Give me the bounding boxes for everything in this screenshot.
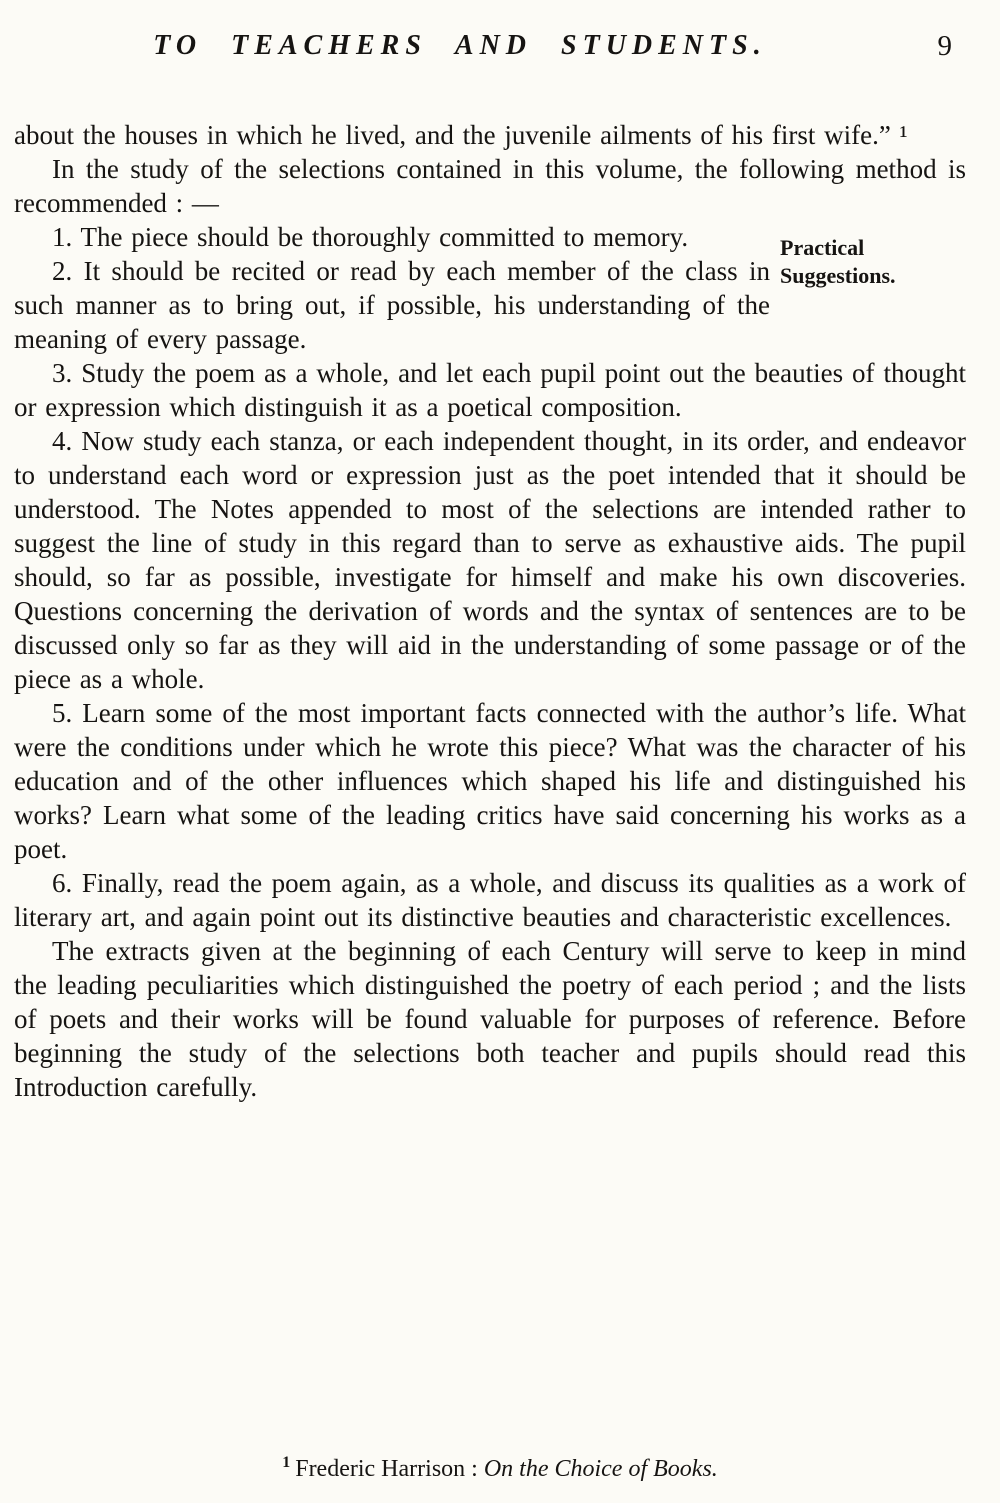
footnote <box>0 1454 1000 1483</box>
page-body <box>14 118 966 1104</box>
footnote-work-title: On the Choice of Books. <box>483 1456 718 1482</box>
list-item-2: 2. It should be recited or read by each member of the class in such manner as to bring out, if possible, his understanding of the meaning of every passage. <box>14 256 770 354</box>
paragraph-continuation: about the houses in which he lived, and the juvenile ailments of his first wife.” ¹ <box>14 120 908 150</box>
footnote-author: Frederic Harrison : <box>295 1456 484 1482</box>
list-item-6: 6. Finally, read the poem again, as a whole, and discuss its qualities as a work of literary art, and again point out its distinctive beauties and characteristic excellences. <box>14 868 966 932</box>
running-title: TO TEACHERS AND STUDENTS. <box>153 30 767 61</box>
paragraph-method-intro: In the study of the selections contained in this volume, the following method is recommended : — <box>14 154 966 218</box>
paragraph-closing: The extracts given at the beginning of each Century will serve to keep in mind the leading peculiarities which distinguished the poetry of each period ; and the lists of poets and their works will be found valuable for purposes of reference. Before beginning the study of the selections both teacher and pupils should read this Introduction carefully. <box>14 936 966 1102</box>
list-item-4: 4. Now study each stanza, or each independent thought, in its order, and endeavor to understand each word or expression just as the poet intended that it should be understood. The Notes appended to most of the selections are intended rather to suggest the line of study in this regard than to serve as exhaustive aids. The pupil should, so far as possible, investigate for himself and make his own discoveries. Questions concerning the derivation of words and the syntax of sentences are to be discussed only so far as they will aid in the understanding of some passage or of the piece as a whole. <box>14 426 966 694</box>
page-number: 9 <box>937 30 952 62</box>
sidenote-practical-suggestions: Practical Suggestions. <box>780 235 896 288</box>
list-item-5: 5. Learn some of the most important facts connected with the author’s life. What were the conditions under which he wrote this piece? What was the character of his education and of the other influences which shaped his life and distinguished his works? Learn what some of the leading critics have said concerning his works as a poet. <box>14 698 966 864</box>
footnote-marker: 1 <box>282 1454 291 1471</box>
page-header <box>14 30 966 76</box>
list-item-3: 3. Study the poem as a whole, and let each pupil point out the beauties of thought or expression which distinguish it as a poetical composition. <box>14 358 966 422</box>
list-item-1: 1. The piece should be thoroughly committed to memory. <box>52 222 689 252</box>
